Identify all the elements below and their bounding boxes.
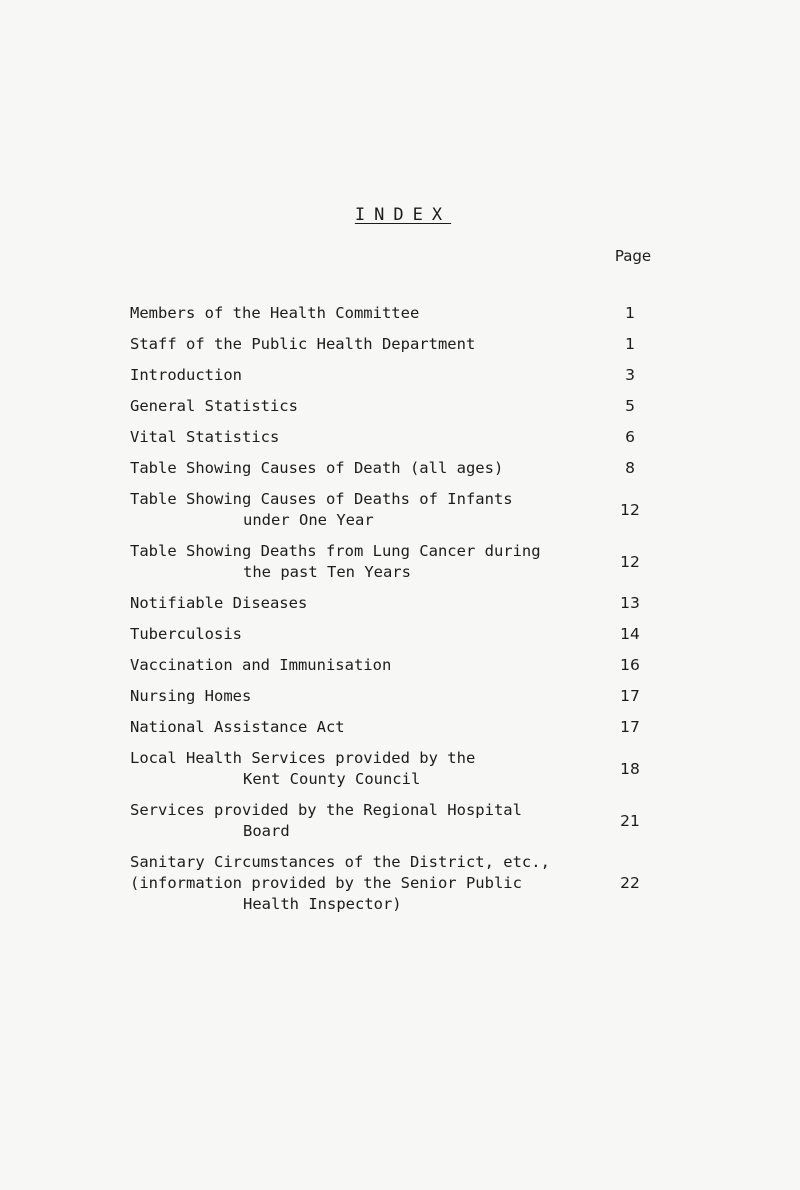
index-entry: [130, 427, 660, 448]
index-entry-line: Table Showing Causes of Deaths of Infants: [130, 490, 513, 508]
index-entry-page-number: 3: [625, 366, 635, 384]
index-entry-line: Kent County Council: [243, 770, 421, 788]
index-entry-page-number: 8: [625, 459, 635, 477]
index-entry-line: National Assistance Act: [130, 718, 345, 736]
index-entry-title: [130, 396, 570, 417]
index-entry-line: General Statistics: [130, 397, 298, 415]
index-entry-page-number: 17: [620, 718, 640, 736]
index-entry-title: [130, 717, 570, 738]
index-entry: [130, 365, 660, 386]
index-entry-page-number: 16: [620, 656, 640, 674]
index-entry: [130, 686, 660, 707]
index-entry-page-number: 14: [620, 625, 640, 643]
index-entry: [130, 303, 660, 324]
index-entry: [130, 852, 660, 915]
index-entry-title: [130, 489, 570, 531]
index-entry-line: Local Health Services provided by the: [130, 749, 476, 767]
index-entry-line: Nursing Homes: [130, 687, 252, 705]
index-entry-line: under One Year: [243, 511, 374, 529]
index-entry-page-number: 12: [620, 553, 640, 571]
index-entry-page-number: 18: [620, 760, 640, 778]
index-entry-line: Notifiable Diseases: [130, 594, 308, 612]
index-entry-line: Introduction: [130, 366, 242, 384]
page-column-heading: Page: [614, 247, 652, 265]
index-entry-title: [130, 686, 570, 707]
index-entry-title: [130, 800, 570, 842]
index-entry-title: [130, 427, 570, 448]
index-entry-line: the past Ten Years: [243, 563, 411, 581]
index-entry-title: [130, 541, 570, 583]
index-entry-line: Staff of the Public Health Department: [130, 335, 476, 353]
index-entry-title: [130, 624, 570, 645]
index-entry-line: Tuberculosis: [130, 625, 242, 643]
index-entry-line: Members of the Health Committee: [130, 304, 420, 322]
index-entry: [130, 655, 660, 676]
index-entry: [130, 593, 660, 614]
index-entry: [130, 748, 660, 790]
index-entry-line: Table Showing Causes of Death (all ages): [130, 459, 504, 477]
index-entry: [130, 541, 660, 583]
index-entry-page-number: 21: [620, 812, 640, 830]
index-title: INDEX: [354, 205, 452, 225]
index-entry: [130, 624, 660, 645]
index-entry: [130, 800, 660, 842]
index-entry: [130, 458, 660, 479]
index-entry: [130, 334, 660, 355]
index-entry: [130, 489, 660, 531]
index-entry-line: Services provided by the Regional Hospital: [130, 801, 522, 819]
index-entry-line: Board: [243, 822, 290, 840]
index-entry-title: [130, 334, 570, 355]
index-entry-line: Sanitary Circumstances of the District, etc.,: [130, 853, 550, 871]
index-entry-line: Vaccination and Immunisation: [130, 656, 392, 674]
index-entry-page-number: 17: [620, 687, 640, 705]
index-entry-title: [130, 365, 570, 386]
index-entry-title: [130, 593, 570, 614]
index-entry-title: [130, 748, 570, 790]
index-entry-title: [130, 852, 570, 915]
index-entry-page-number: 22: [620, 874, 640, 892]
index-entry: [130, 396, 660, 417]
index-entry-line: Health Inspector): [243, 895, 402, 913]
index-entry-page-number: 12: [620, 501, 640, 519]
index-entry: [130, 717, 660, 738]
index-entry-page-number: 1: [625, 335, 635, 353]
index-entry-line: Table Showing Deaths from Lung Cancer during: [130, 542, 541, 560]
index-entry-line: (information provided by the Senior Public: [130, 874, 522, 892]
index-entry-title: [130, 458, 570, 479]
index-entry-title: [130, 303, 570, 324]
index-entry-page-number: 1: [625, 304, 635, 322]
index-entry-title: [130, 655, 570, 676]
index-entry-page-number: 5: [625, 397, 635, 415]
index-entry-page-number: 13: [620, 594, 640, 612]
index-entry-line: Vital Statistics: [130, 428, 280, 446]
index-entry-page-number: 6: [625, 428, 635, 446]
index-entries: [130, 303, 660, 925]
